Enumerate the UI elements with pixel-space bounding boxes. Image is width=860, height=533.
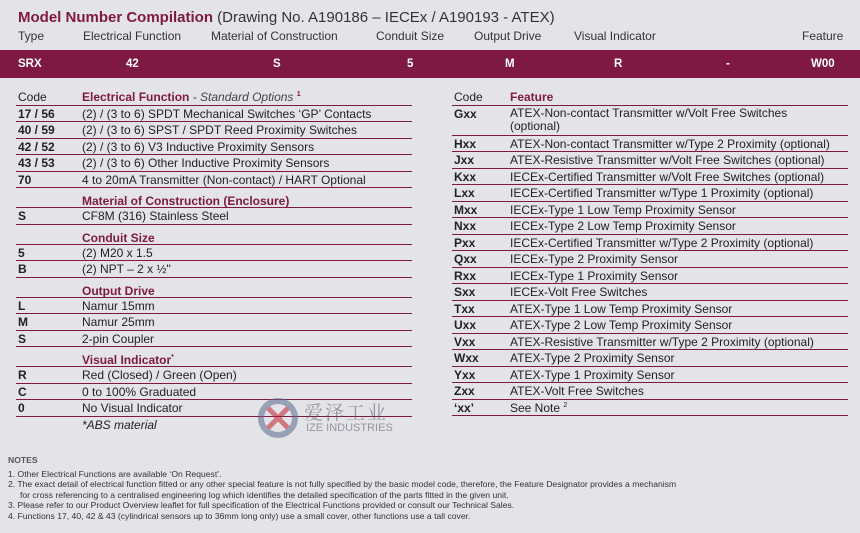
table-row: Uxx ATEX-Type 2 Low Temp Proximity Sensor [452,317,848,334]
left-options-table [16,89,412,433]
table-row: Rxx IECEx-Type 1 Proximity Sensor [452,268,848,285]
table-row: C 0 to 100% Graduated [16,384,412,401]
table-row: L Namur 15mm [16,298,412,315]
table-row: S CF8M (316) Stainless Steel [16,208,412,225]
table-row: Zxx ATEX-Volt Free Switches [452,383,848,400]
material-heading-row [16,188,412,208]
table-row: 70 4 to 20mA Transmitter (Non-contact) / HART Optional [16,172,412,189]
electrical-heading: Electrical Function [82,90,190,104]
visual-heading: Visual Indicator [82,353,172,367]
electrical-heading-note: - Standard Options [192,90,294,104]
table-row: Yxx ATEX-Type 1 Proximity Sensor [452,367,848,384]
code-feature: W00 [811,58,835,70]
note-item: 2. The exact detail of electrical function fitted or any other special feature is not fully specified by the basic model code, therefore, the Feature Designator provides a mechanism [8,479,677,489]
code-material: S [273,58,281,70]
feature-code-header: Code [454,90,483,104]
material-heading: Material of Construction (Enclosure) [82,194,290,208]
code-conduit: 5 [407,58,414,70]
abs-footnote: *ABS material [82,417,157,432]
code-separator: - [726,58,730,70]
table-row: Lxx IECEx-Certified Transmitter w/Type 1 Proximity (optional) [452,185,848,202]
table-row: B (2) NPT – 2 x ½" [16,261,412,278]
table-row: Mxx IECEx-Type 1 Low Temp Proximity Sensor [452,202,848,219]
header-type: Type [18,29,45,43]
table-row: 17 / 56 (2) / (3 to 6) SPDT Mechanical Switches ‘GP’ Contacts [16,106,412,123]
table-row: Nxx IECEx-Type 2 Low Temp Proximity Sensor [452,218,848,235]
code-visual: R [614,58,623,70]
note-item: 3. Please refer to our Product Overview leaflet for full specification of the Electrical Functions provided or consult our Technical Sales. [8,500,515,510]
table-row: 40 / 59 (2) / (3 to 6) SPST / SPDT Reed Proximity Switches [16,122,412,139]
header-conduit-size: Conduit Size [376,29,445,43]
header-feature: Feature [802,29,844,43]
output-heading: Output Drive [82,283,155,298]
ize-watermark [258,398,418,438]
notes-title: NOTES [8,455,38,465]
output-heading-row [16,278,412,298]
table-row: Hxx ATEX-Non-contact Transmitter w/Type 2 Proximity (optional) [452,136,848,153]
table-row: 0 No Visual Indicator [16,400,412,417]
table-row: Kxx IECEx-Certified Transmitter w/Volt Free Switches (optional) [452,169,848,186]
code-column-header: Code [18,90,47,104]
feature-table [452,89,848,416]
table-row: M Namur 25mm [16,314,412,331]
conduit-heading-row [16,225,412,245]
table-row: Txx ATEX-Type 1 Low Temp Proximity Sensor [452,301,848,318]
watermark-en: IZE INDUSTRIES [306,422,393,434]
table-row: Sxx IECEx-Volt Free Switches [452,284,848,301]
table-row: 5 (2) M20 x 1.5 [16,245,412,262]
header-visual-indicator: Visual Indicator [574,29,656,43]
header-electrical-function: Electrical Function [83,29,182,43]
table-row: S 2-pin Coupler [16,331,412,348]
table-row: ‘xx’ See Note $^2$ [452,400,848,417]
note-item: 1. Other Electrical Functions are available ‘On Request’. [8,468,222,479]
header-material: Material of Construction [211,29,338,43]
title-drawing-ref: (Drawing No. A190186 – IECEx / A190193 - ATEX) [217,9,555,26]
table-row: 42 / 52 (2) / (3 to 6) V3 Inductive Proximity Sensors [16,139,412,156]
ize-logo-icon [258,398,300,438]
note-item: for cross referencing to a centralised engineering log which identifies the detailed specification of the parts fitted in the given unit. [20,489,509,500]
electrical-heading-row [16,89,412,106]
note-item: 4. Functions 17, 40, 42 & 43 (cylindrical sensors up to 36mm long only) use a small cover, other functions use a tall cover. [8,510,471,521]
feature-header: Feature [510,90,554,104]
table-row: 43 / 53 (2) / (3 to 6) Other Inductive Proximity Sensors [16,155,412,172]
title-bold: Model Number Compilation [18,9,213,26]
notes-section [8,455,848,521]
code-electrical: 42 [126,58,139,70]
header-output-drive: Output Drive [474,29,542,43]
visual-heading-sup: * [171,354,174,361]
code-output: M [505,58,515,70]
page-title [18,9,555,26]
table-row: Jxx ATEX-Resistive Transmitter w/Volt Free Switches (optional) [452,152,848,169]
table-row: Gxx ATEX-Non-contact Transmitter w/Volt Free Switches (optional) [452,106,848,136]
electrical-heading-sup: 1 [296,91,301,98]
table-row: Pxx IECEx-Certified Transmitter w/Type 2 Proximity (optional) [452,235,848,252]
table-row: R Red (Closed) / Green (Open) [16,367,412,384]
column-header-row [0,29,860,45]
table-row: Vxx ATEX-Resistive Transmitter w/Type 2 Proximity (optional) [452,334,848,351]
table-row: Qxx IECEx-Type 2 Proximity Sensor [452,251,848,268]
conduit-heading: Conduit Size [82,230,155,245]
code-type: SRX [18,58,42,70]
table-row: Wxx ATEX-Type 2 Proximity Sensor [452,350,848,367]
watermark-cn: 爱泽工业 [304,403,389,424]
model-code-bar [0,50,860,78]
visual-heading-row [16,347,412,367]
feature-heading-row [452,89,848,106]
